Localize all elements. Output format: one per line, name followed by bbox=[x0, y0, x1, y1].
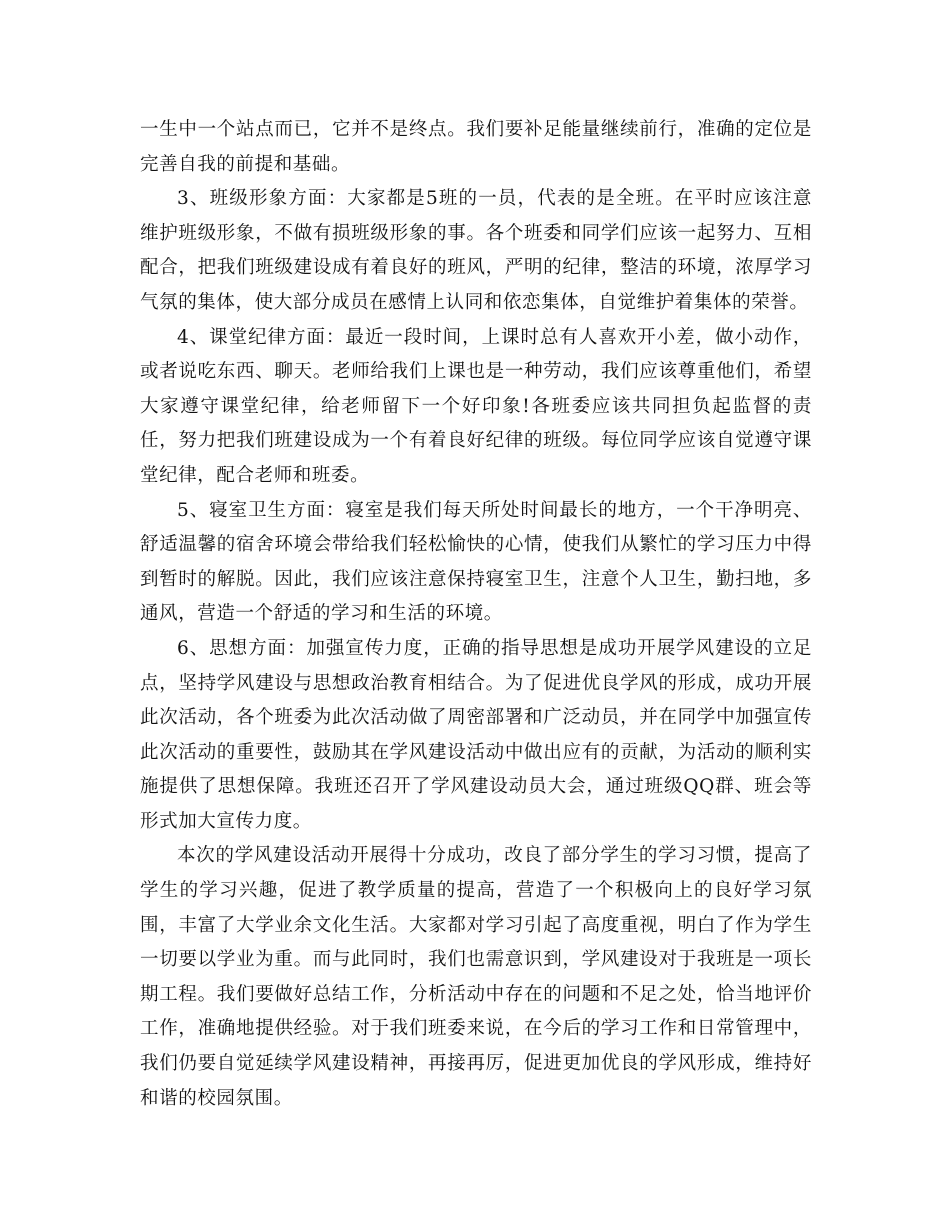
paragraph-summary: 本次的学风建设活动开展得十分成功，改良了部分学生的学习习惯，提高了学生的学习兴趣，促进了教学质量的提高，营造了一个积极向上的良好学习氛围，丰富了大学业余文化生活。大家都对学习引起了高度重视，明白了作为学生一切要以学业为重。而与此同时，我们也需意识到，学风建设对于我班是一项长期工程。我们要做好总结工作，分析活动中存在的问题和不足之处，恰当地评价工作，准确地提供经验。对于我们班委来说，在今后的学习工作和日常管理中，我们仍要自觉延续学风建设精神，再接再厉，促进更加优良的学风形成，维持好和谐的校园氛围。 bbox=[140, 845, 812, 1109]
paragraph-dorm-hygiene: 5、寝室卫生方面：寝室是我们每天所处时间最长的地方，一个干净明亮、舒适温馨的宿舍环境会带给我们轻松愉快的心情，使我们从繁忙的学习压力中得到暂时的解脱。因此，我们应该注意保持寝室卫生，注意个人卫生，勤扫地，多通风，营造一个舒适的学习和生活的环境。 bbox=[140, 499, 812, 625]
paragraph-classroom-discipline: 4、课堂纪律方面：最近一段时间，上课时总有人喜欢开小差，做小动作，或者说吃东西、聊天。老师给我们上课也是一种劳动，我们应该尊重他们，希望大家遵守课堂纪律，给老师留下一个好印象!各班委应该共同担负起监督的责任，努力把我们班建设成为一个有着良好纪律的班级。每位同学应该自觉遵守课堂纪律，配合老师和班委。 bbox=[140, 326, 812, 486]
paragraph-ideology: 6、思想方面：加强宣传力度，正确的指导思想是成功开展学风建设的立足点，坚持学风建设与思想政治教育相结合。为了促进优良学风的形成，成功开展此次活动，各个班委为此次活动做了周密部署和广泛动员，并在同学中加强宣传此次活动的重要性，鼓励其在学风建设活动中做出应有的贡献，为活动的顺利实施提供了思想保障。我班还召开了学风建设动员大会，通过班级QQ群、班会等形式加大宣传力度。 bbox=[140, 637, 812, 832]
paragraph-continuation: 一生中一个站点而已，它并不是终点。我们要补足能量继续前行，准确的定位是完善自我的前提和基础。 bbox=[140, 119, 812, 175]
paragraph-class-image: 3、班级形象方面：大家都是5班的一员，代表的是全班。在平时应该注意维护班级形象，不做有损班级形象的事。各个班委和同学们应该一起努力、互相配合，把我们班级建设成有着良好的班风，严明的纪律，整洁的环境，浓厚学习气氛的集体，使大部分成员在感情上认同和依恋集体，自觉维护着集体的荣誉。 bbox=[140, 188, 812, 313]
document-body bbox=[140, 113, 812, 1116]
